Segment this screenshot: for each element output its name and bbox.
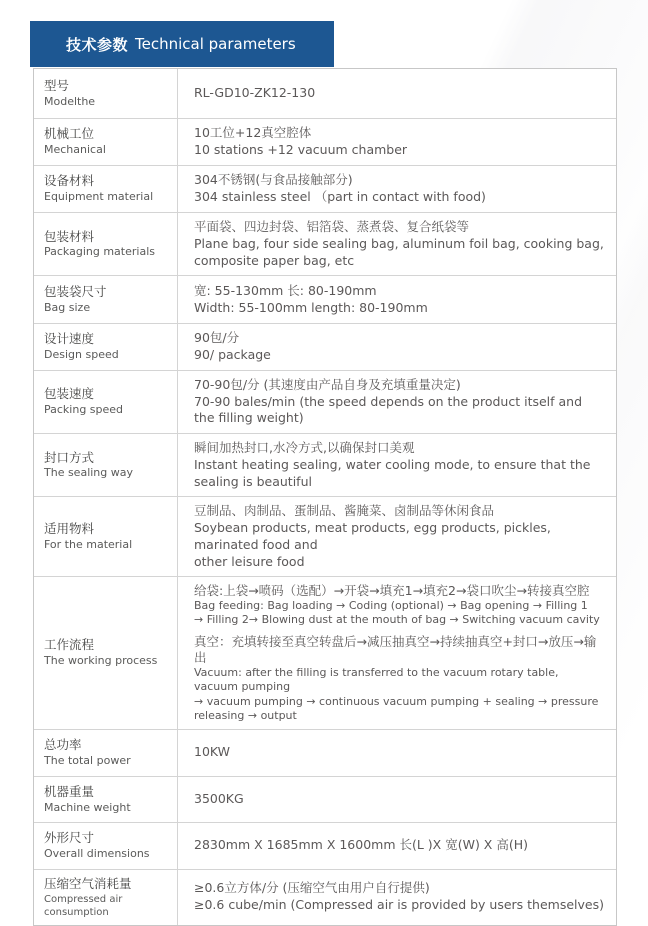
value-paragraph (194, 791, 604, 808)
row-label-cell (34, 777, 178, 822)
value-line: 瞬间加热封口,水冷方式,以确保封口美观 (194, 440, 415, 455)
row-machine-weight (34, 776, 616, 822)
row-compressed-air-consumption (34, 869, 616, 925)
row-label-zh: 工作流程 (44, 637, 95, 653)
row-label-en: Packaging materials (44, 245, 155, 259)
value-line: 10KW (194, 744, 231, 760)
value-paragraph (194, 377, 604, 427)
row-working-process (34, 576, 616, 728)
row-label-cell (34, 730, 178, 776)
row-value-cell (178, 777, 616, 822)
value-line: Width: 55-100mm length: 80-190mm (194, 299, 428, 315)
value-paragraph (194, 837, 604, 854)
value-line: 10工位+12真空腔体 (194, 125, 312, 141)
value-paragraph (194, 440, 604, 490)
value-line: Soybean products, meat products, egg products, pickles, marinated food and (194, 520, 551, 552)
value-line: 宽: 55-130mm 长: 80-190mm (194, 283, 377, 298)
section-title-en: Technical parameters (135, 35, 296, 53)
row-label-cell (34, 119, 178, 165)
row-sealing-way (34, 433, 616, 496)
value-line: Plane bag, four side sealing bag, aluminum foil bag, cooking bag, (194, 235, 604, 251)
row-label-zh: 机械工位 (44, 126, 95, 142)
row-label-en: Modelthe (44, 94, 96, 108)
row-value-cell (178, 119, 616, 165)
row-label-zh: 机器重量 (44, 783, 95, 799)
row-for-the-material (34, 496, 616, 576)
value-line: 90包/分 (194, 330, 240, 346)
value-line: → vacuum pumping → continuous vacuum pumping + sealing → pressure releasing → output (194, 694, 599, 722)
row-label-en: Bag size (44, 301, 91, 315)
row-label-en: Overall dimensions (44, 847, 150, 860)
row-label-cell (34, 870, 178, 925)
row-label-zh: 设备材料 (44, 173, 95, 189)
value-paragraph (194, 744, 604, 761)
row-label-cell (34, 823, 178, 869)
row-value-cell (178, 371, 616, 433)
value-paragraph (194, 125, 604, 159)
row-value-cell (178, 497, 616, 576)
parameters-table (33, 68, 617, 926)
row-label-zh: 包装速度 (44, 386, 95, 402)
value-line: Instant heating sealing, water cooling mode, to ensure that the sealing is beautiful (194, 456, 591, 489)
value-line: 304不锈钢(与食品接触部分) (194, 172, 353, 188)
row-label-en: Packing speed (44, 403, 124, 417)
row-value-cell (178, 276, 616, 323)
row-value-cell (178, 434, 616, 496)
row-label-zh: 压缩空气消耗量 (44, 875, 132, 891)
row-label-zh: 总功率 (44, 737, 82, 753)
row-label-zh: 包装材料 (44, 228, 95, 244)
value-line: → Filling 2→ Blowing dust at the mouth of bag → Switching vacuum cavity (194, 613, 600, 627)
value-line: composite paper bag, etc (194, 252, 355, 268)
row-value-cell (178, 213, 616, 275)
value-paragraph (194, 283, 604, 317)
row-label-zh: 封口方式 (44, 449, 95, 465)
value-line: 真空：充填转接至真空转盘后→减压抽真空→持续抽真空+封口→放压→输出 (194, 634, 597, 666)
row-label-cell (34, 69, 178, 118)
row-label-cell (34, 213, 178, 275)
value-line: ≥0.6立方体/分 (压缩空气由用户自行提供) (194, 880, 430, 896)
value-line: ≥0.6 cube/min (Compressed air is provided by users themselves) (194, 897, 604, 913)
row-label-zh: 型号 (44, 77, 70, 93)
row-value-cell (178, 823, 616, 869)
value-line: RL-GD10-ZK12-130 (194, 85, 316, 101)
row-label-zh: 适用物料 (44, 521, 95, 537)
row-label-cell (34, 324, 178, 370)
value-paragraph (194, 219, 604, 269)
row-packing-speed (34, 370, 616, 433)
value-line: 给袋:上袋→喷码（选配）→开袋→填充1→填充2→袋口吹尘→转接真空腔 (194, 583, 590, 599)
row-value-cell (178, 69, 616, 118)
row-value-cell (178, 166, 616, 212)
row-label-en: Mechanical (44, 143, 106, 157)
row-design-speed (34, 323, 616, 370)
value-line: Vacuum: after the filling is transferred to the vacuum rotary table, vacuum pumping (194, 666, 559, 694)
value-paragraph (194, 634, 604, 722)
section-title-zh: 技术参数 (66, 35, 129, 54)
row-label-en: Equipment material (44, 190, 154, 204)
row-model (34, 69, 616, 118)
value-line: 豆制品、肉制品、蛋制品、酱腌菜、卤制品等休闲食品 (194, 503, 495, 519)
row-label-en: For the material (44, 538, 133, 552)
row-label-zh: 设计速度 (44, 331, 95, 347)
row-label-cell (34, 371, 178, 433)
value-line: 10 stations +12 vacuum chamber (194, 142, 408, 157)
row-label-en: The working process (44, 654, 158, 668)
value-paragraph (194, 172, 604, 206)
row-total-power (34, 729, 616, 776)
value-paragraph (194, 330, 604, 364)
row-label-en: Compressed air consumption (44, 893, 123, 918)
value-paragraph (194, 503, 604, 570)
row-value-cell (178, 870, 616, 925)
value-paragraph (194, 583, 604, 627)
row-label-zh: 外形尺寸 (44, 830, 95, 846)
row-bag-size (34, 275, 616, 323)
value-line: other leisure food (194, 553, 305, 569)
row-equipment-material (34, 165, 616, 212)
row-value-cell (178, 730, 616, 776)
row-value-cell (178, 324, 616, 370)
row-label-en: The sealing way (44, 466, 134, 480)
row-label-en: Design speed (44, 348, 119, 362)
value-line: 70-90包/分 (其速度由产品自身及充填重量决定) (194, 376, 461, 392)
value-line: 平面袋、四边封袋、铝箔袋、蒸煮袋、复合纸袋等 (194, 219, 470, 234)
value-paragraph (194, 880, 604, 914)
section-header-banner (30, 21, 334, 67)
value-line: 3500KG (194, 790, 244, 806)
value-line: 304 stainless steel （part in contact with food) (194, 189, 486, 204)
value-line: 2830mm X 1685mm X 1600mm 长(L )X 宽(W) X 高(H) (194, 837, 528, 853)
row-label-en: Machine weight (44, 800, 131, 814)
value-line: 90/ package (194, 347, 271, 362)
row-label-en: The total power (44, 754, 131, 767)
row-label-zh: 包装袋尺寸 (44, 284, 107, 300)
row-label-cell (34, 577, 178, 728)
value-line: Bag feeding: Bag loading → Coding (optional) → Bag opening → Filling 1 (194, 599, 588, 613)
row-value-cell (178, 577, 616, 728)
row-label-cell (34, 276, 178, 323)
row-label-cell (34, 497, 178, 576)
row-overall-dimensions (34, 822, 616, 869)
row-label-cell (34, 166, 178, 212)
row-mechanical (34, 118, 616, 165)
row-label-cell (34, 434, 178, 496)
row-packaging-materials (34, 212, 616, 275)
value-line: 70-90 bales/min (the speed depends on the product itself and the filling weight) (194, 393, 583, 426)
value-paragraph (194, 85, 604, 102)
